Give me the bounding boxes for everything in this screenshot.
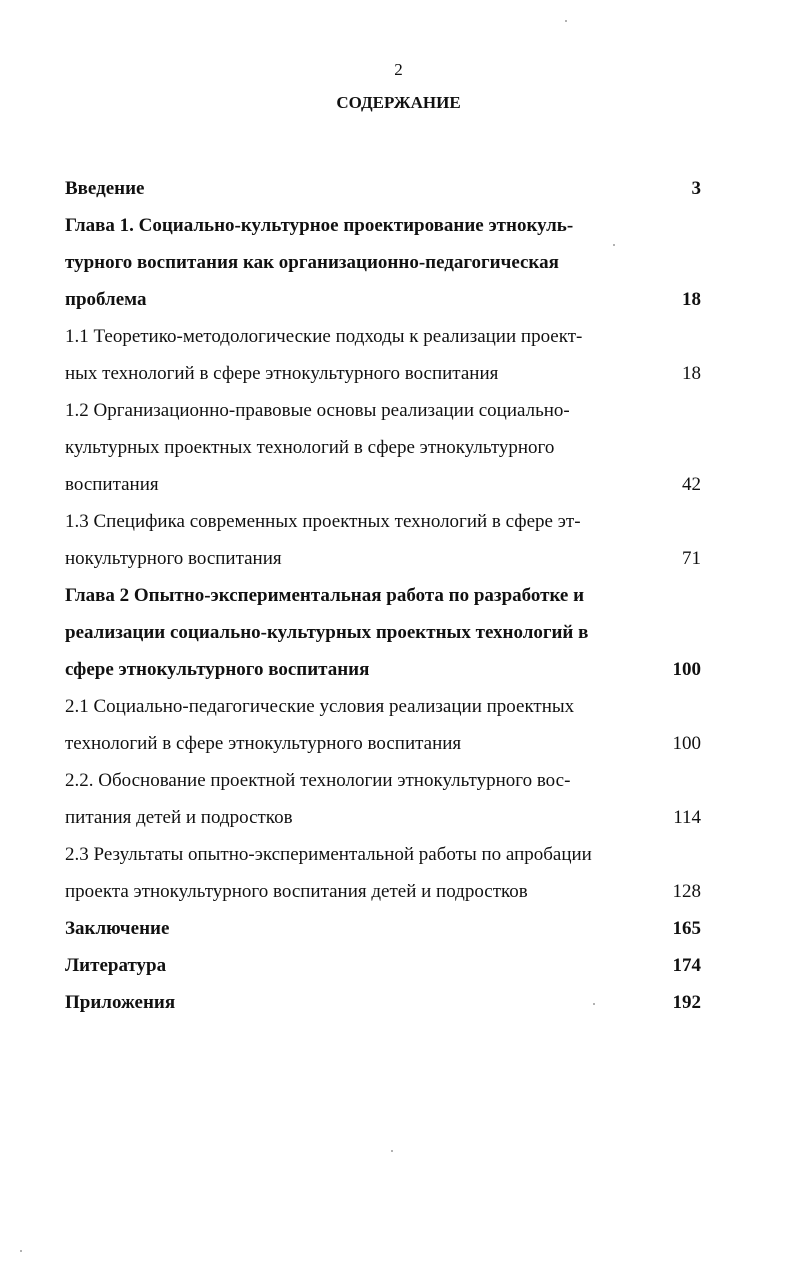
toc-entry-label: питания детей и подростков [65,807,293,828]
toc-entry-chapter-1 [65,281,705,318]
toc-entry-label: Заключение [65,918,170,939]
scan-speck [20,1250,22,1252]
toc-entry-label: турного воспитания как организационно-педагогическая [65,252,559,273]
toc-entry-page: 165 [672,918,701,939]
toc-entry-section-1-1 [65,318,705,355]
toc-entry-literature [65,947,705,984]
toc-entry-page: 192 [672,992,701,1013]
toc-entry-label: ных технологий в сфере этнокультурного воспитания [65,363,499,384]
toc-entry-page: 114 [673,807,701,828]
toc-entry-label: проекта этнокультурного воспитания детей и подростков [65,881,528,902]
toc-entry-chapter-2 [65,651,705,688]
toc-entry-page: 18 [682,289,701,310]
toc-entry-page: 42 [682,474,701,495]
toc-entry-label: 2.2. Обоснование проектной технологии этнокультурного вос- [65,770,571,791]
toc-entry-page: 18 [682,363,701,384]
toc-entry-chapter-1 [65,244,705,281]
toc-entry-label: Глава 1. Социально-культурное проектирование этнокуль- [65,215,574,236]
toc-entry-appendix [65,984,705,1021]
toc-entry-section-1-3 [65,503,705,540]
toc-entry-label: 2.1 Социально-педагогические условия реализации проектных [65,696,575,717]
toc-entry-page: 3 [691,178,701,199]
scan-speck [391,1150,393,1152]
scan-speck [593,1003,595,1005]
table-of-contents [65,170,705,1021]
toc-entry-label: Введение [65,178,145,199]
toc-entry-section-2-3 [65,873,705,910]
toc-entry-label: нокультурного воспитания [65,548,282,569]
toc-entry-label: сфере этнокультурного воспитания [65,659,370,680]
toc-entry-section-2-2 [65,799,705,836]
toc-entry-label: технологий в сфере этнокультурного воспитания [65,733,462,754]
toc-entry-label: воспитания [65,474,159,495]
toc-entry-page: 174 [672,955,701,976]
toc-entry-page: 128 [672,881,701,902]
toc-entry-chapter-1 [65,207,705,244]
toc-entry-conclusion [65,910,705,947]
toc-entry-chapter-2 [65,577,705,614]
toc-entry-label: 1.3 Специфика современных проектных технологий в сфере эт- [65,511,581,532]
toc-entry-section-1-1 [65,355,705,392]
toc-entry-section-2-2 [65,762,705,799]
toc-entry-section-2-1 [65,688,705,725]
page-title: СОДЕРЖАНИЕ [336,93,461,112]
toc-entry-section-1-2 [65,429,705,466]
toc-entry-label: Глава 2 Опытно-экспериментальная работа по разработке и [65,585,585,606]
toc-entry-section-2-3 [65,836,705,873]
toc-entry-section-1-3 [65,540,705,577]
toc-entry-page: 100 [672,733,701,754]
toc-entry-section-1-2 [65,466,705,503]
toc-entry-label: культурных проектных технологий в сфере этнокультурного [65,437,555,458]
toc-entry-label: проблема [65,289,147,310]
page-number: 2 [394,60,403,79]
toc-entry-introduction [65,170,705,207]
toc-entry-page: 71 [682,548,701,569]
toc-entry-label: Литература [65,955,167,976]
toc-entry-section-1-2 [65,392,705,429]
toc-entry-label: реализации социально-культурных проектных технологий в [65,622,589,643]
scan-speck [613,244,615,246]
toc-entry-label: 2.3 Результаты опытно-экспериментальной работы по апробации [65,844,592,865]
toc-entry-chapter-2 [65,614,705,651]
toc-entry-page: 100 [672,659,701,680]
toc-entry-label: 1.2 Организационно-правовые основы реализации социально- [65,400,570,421]
scan-speck [565,20,567,22]
toc-entry-label: Приложения [65,992,176,1013]
toc-entry-label: 1.1 Теоретико-методологические подходы к реализации проект- [65,326,583,347]
toc-entry-section-2-1 [65,725,705,762]
